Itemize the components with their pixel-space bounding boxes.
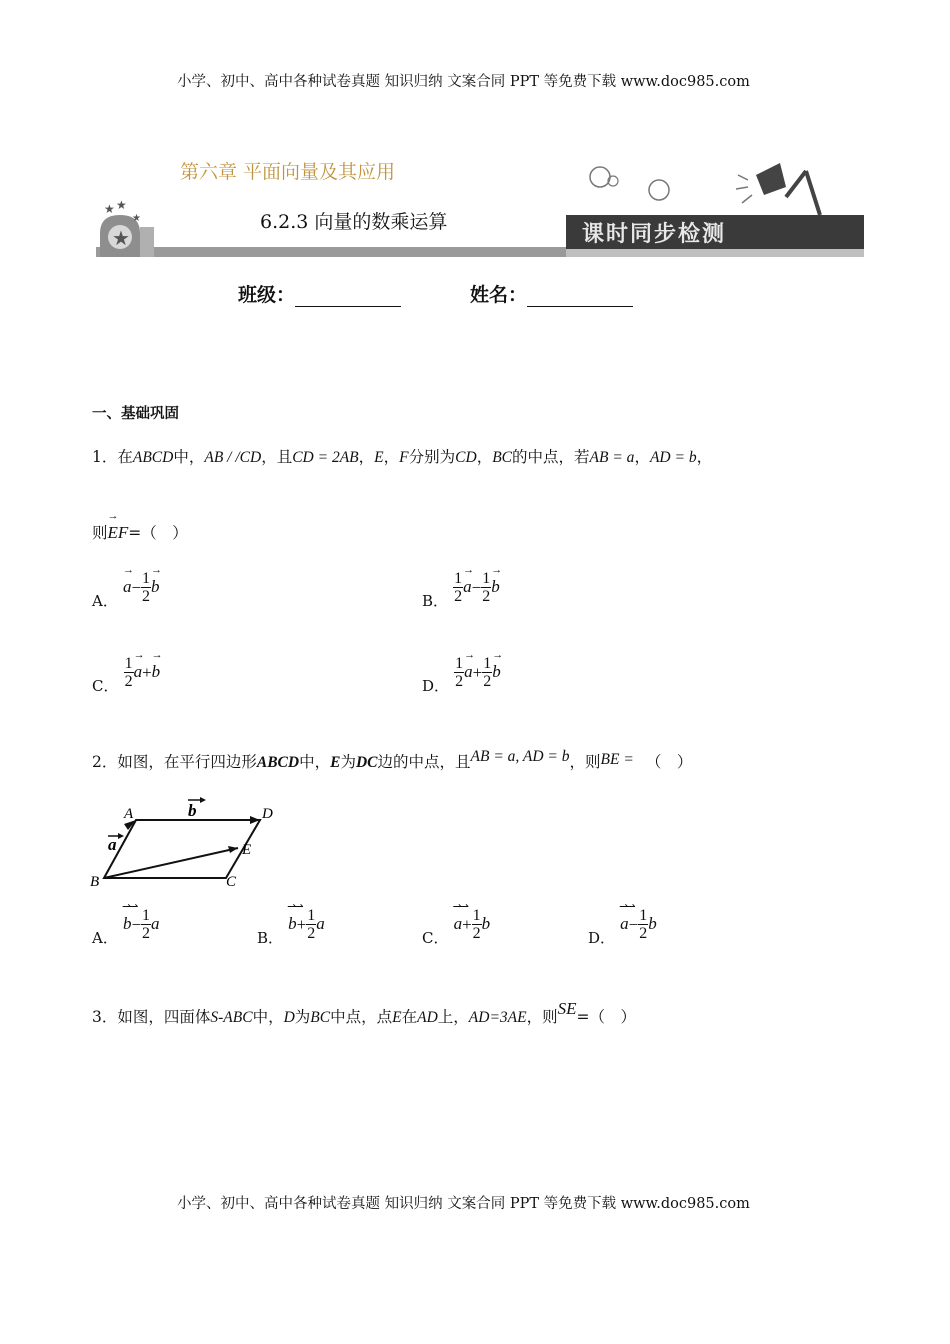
chapter-banner (96, 135, 864, 265)
class-field (238, 280, 401, 307)
svg-text:★: ★ (116, 198, 127, 212)
section-heading: 一、基础巩固 (92, 406, 179, 422)
segment-be (104, 848, 238, 878)
svg-text:★: ★ (132, 213, 141, 224)
label-vec-a: a (108, 835, 117, 854)
page-header: 小学、初中、高中各种试卷真题 知识归纳 文案合同 PPT 等免费下载 www.doc985.com (177, 74, 750, 90)
class-label: 班级： (238, 284, 296, 306)
question-3: 3．如图，四面体S-ABC中，D为BC中点，点E在AD上，AD=3AE，则SE=（ ） (92, 999, 637, 1026)
section-title: 6.2.3 向量的数乘运算 (260, 211, 448, 233)
question-2: 2．如图，在平行四边形ABCD中，E为DC边的中点，且AB = a, AD = b，则BE = （ ） (92, 748, 693, 771)
sync-test-tag: 课时同步检测 (582, 221, 727, 247)
q2-option-a[interactable]: A． ⇀⇀ b− $\frac{1}{2}$ a (92, 907, 160, 948)
svg-text:★: ★ (104, 202, 115, 216)
question-1: 1．在ABCD中，AB / /CD，且CD = 2AB，E，F分别为CD，BC的中点，若AB = a，AD = b， (92, 448, 713, 466)
label-d-point: D (262, 806, 273, 822)
q1-option-a[interactable]: A． → a− $\frac{1}{2}$ → b (92, 570, 160, 611)
page-footer: 小学、初中、高中各种试卷真题 知识归纳 文案合同 PPT 等免费下载 www.doc985.com (177, 1196, 750, 1212)
label-vec-b: b (188, 801, 197, 820)
banner-graphic (96, 135, 864, 265)
label-e-point: E (242, 842, 252, 858)
parallelogram-figure (88, 796, 288, 892)
name-label: 姓名： (470, 284, 528, 306)
q2-option-c[interactable]: C． ⇀⇀ a+ $\frac{1}{2}$ b (422, 907, 490, 948)
label-c-point: C (226, 874, 237, 890)
name-blank (527, 288, 633, 307)
q1-option-d[interactable]: D． $\frac{1}{2}$ → a+ $\frac{1}{2}$ → b (422, 655, 501, 696)
q1-option-b[interactable]: B． $\frac{1}{2}$ → a− $\frac{1}{2}$ → b (422, 570, 500, 611)
question-1-line2: 则→ EF=（ ） (92, 521, 188, 543)
chapter-title: 第六章 平面向量及其应用 (180, 161, 396, 183)
q2-option-d[interactable]: D． ⇀⇀ a− $\frac{1}{2}$ b (588, 907, 657, 948)
name-field (470, 280, 633, 307)
svg-text:★: ★ (112, 226, 130, 250)
q1-option-c[interactable]: C． $\frac{1}{2}$ → a+→ b (92, 655, 160, 696)
label-b-point: B (90, 874, 100, 890)
class-blank (295, 288, 401, 307)
label-a-point: A (124, 806, 134, 822)
q2-option-b[interactable]: B． ⇀⇀ b+ $\frac{1}{2}$ a (257, 907, 325, 948)
